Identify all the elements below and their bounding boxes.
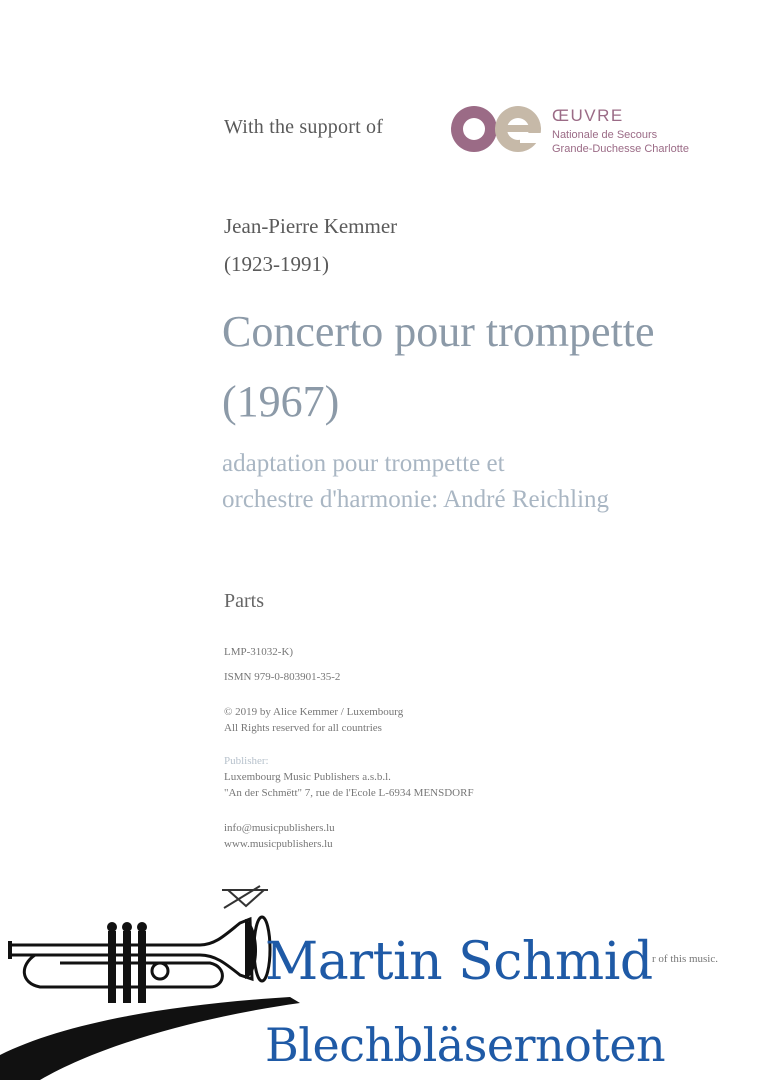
org-line-1: Nationale de Secours xyxy=(552,129,658,141)
oeuvre-logo xyxy=(450,100,545,158)
support-label: With the support of xyxy=(224,116,384,138)
composer-dates: (1923-1991) xyxy=(224,252,329,276)
adaptation-line-2: orchestre d'harmonie: André Reichling xyxy=(222,486,610,513)
website-link[interactable]: www.musicpublishers.lu xyxy=(224,838,333,850)
org-line-2: Grande-Duchesse Charlotte xyxy=(552,143,689,155)
copyright: © 2019 by Alice Kemmer / Luxembourg xyxy=(224,706,404,718)
brand-line-2: Blechbläsernoten xyxy=(265,1018,666,1072)
trumpet-icon xyxy=(0,905,300,1080)
edition-label: Parts xyxy=(224,590,264,612)
partial-notice-text: r of this music. xyxy=(652,953,718,965)
composer-name: Jean-Pierre Kemmer xyxy=(224,214,398,238)
work-title: Concerto pour trompette xyxy=(222,307,655,356)
brand-line-1: Martin Schmid xyxy=(265,932,653,992)
adaptation-line-1: adaptation pour trompette et xyxy=(222,450,505,477)
publisher-label: Publisher: xyxy=(224,755,269,767)
publisher-name: Luxembourg Music Publishers a.s.b.l. xyxy=(224,771,391,783)
org-title: ŒUVRE xyxy=(552,106,624,125)
ismn: ISMN 979-0-803901-35-2 xyxy=(224,671,341,683)
work-year: (1967) xyxy=(222,377,340,426)
rights: All Rights reserved for all countries xyxy=(224,722,382,734)
email-link[interactable]: info@musicpublishers.lu xyxy=(224,822,335,834)
catalog-number: LMP-31032-K) xyxy=(224,646,294,658)
publisher-address: "An der Schmëtt" 7, rue de l'Ecole L-6934 MENSDORF xyxy=(224,787,474,799)
